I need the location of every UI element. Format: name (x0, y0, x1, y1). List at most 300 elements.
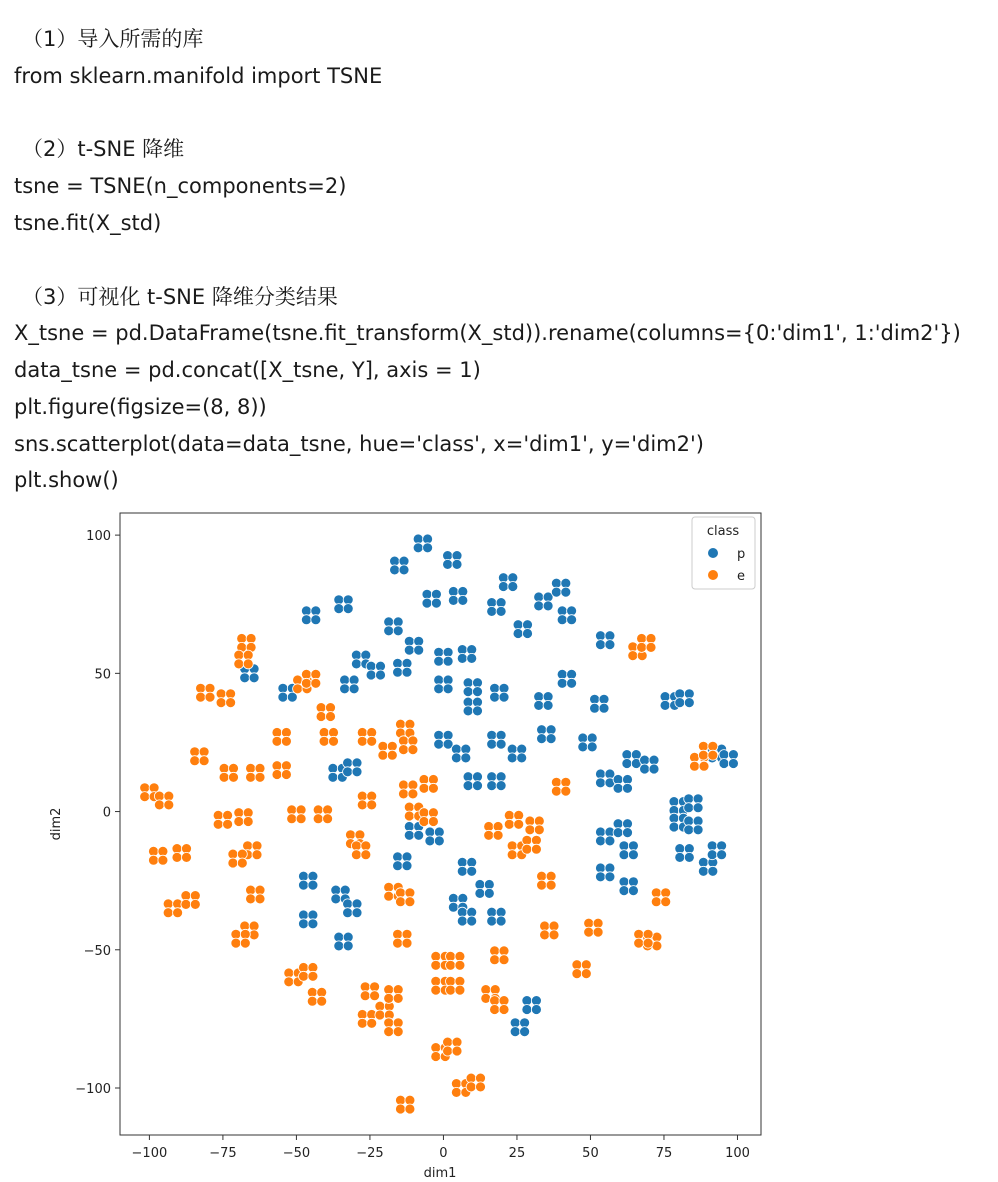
point-p-23-3 (561, 587, 571, 597)
point-p-15-3 (443, 684, 453, 694)
legend-label-p: p (737, 547, 746, 562)
point-e-45-0 (360, 982, 370, 992)
point-e-78-2 (698, 750, 708, 760)
point-p-13-3 (443, 656, 453, 666)
point-e-48-3 (393, 1027, 403, 1037)
legend-marker-p (708, 548, 718, 558)
point-p-59-1 (649, 755, 659, 765)
point-e-57-2 (451, 1087, 461, 1097)
point-e-11-3 (190, 899, 200, 909)
point-e-71-3 (593, 927, 603, 937)
point-e-36-3 (428, 783, 438, 793)
point-p-49-3 (531, 1005, 541, 1015)
x-tick-label: 50 (582, 1146, 599, 1161)
point-e-61-3 (534, 825, 544, 835)
point-e-38-2 (396, 897, 406, 907)
point-p-16-3 (473, 687, 483, 697)
point-p-51-2 (534, 700, 544, 710)
x-tick-label: −100 (131, 1146, 168, 1161)
point-e-37-0 (384, 882, 394, 892)
point-e-1-2 (234, 659, 244, 669)
point-e-52-1 (452, 1037, 462, 1047)
point-e-59-3 (493, 830, 503, 840)
point-e-10-2 (163, 908, 173, 918)
point-p-19-3 (496, 606, 506, 616)
point-e-23-2 (319, 736, 329, 746)
point-e-72-2 (628, 651, 638, 661)
point-p-21-3 (523, 629, 533, 639)
point-p-72-3 (708, 866, 718, 876)
point-p-64-2 (619, 886, 629, 896)
point-e-63-1 (531, 835, 541, 845)
point-e-67-2 (540, 930, 550, 940)
point-p-75-0 (719, 750, 729, 760)
point-e-52-3 (452, 1046, 462, 1056)
point-p-17-2 (463, 706, 473, 716)
point-p-47-2 (475, 888, 485, 898)
point-e-63-2 (522, 844, 532, 854)
point-p-68-2 (684, 803, 694, 813)
point-p-44-2 (457, 866, 467, 876)
point-e-35-3 (428, 817, 438, 827)
point-e-7-2 (154, 800, 164, 810)
point-e-32-3 (408, 745, 418, 755)
point-e-39-3 (402, 938, 412, 948)
point-e-60-2 (504, 819, 514, 829)
point-e-44-3 (240, 938, 250, 948)
point-p-14-3 (467, 653, 477, 663)
point-e-67-3 (549, 930, 559, 940)
point-e-77-2 (690, 761, 700, 771)
point-p-10-3 (393, 626, 403, 636)
point-p-3-2 (422, 598, 432, 608)
point-e-69-3 (561, 786, 571, 796)
point-p-39-3 (308, 880, 318, 890)
point-p-16-2 (463, 687, 473, 697)
heading-tsne-reduction: （2）t-SNE 降维 (22, 137, 185, 161)
point-p-71-2 (675, 852, 685, 862)
tsne-scatter-chart (40, 505, 780, 1182)
point-p-55-1 (599, 694, 609, 704)
point-p-68-1 (693, 794, 703, 804)
point-e-66-1 (499, 996, 509, 1006)
point-p-43-3 (343, 941, 353, 951)
point-e-58-3 (476, 1082, 486, 1092)
point-p-26-2 (240, 673, 250, 683)
point-e-15-0 (228, 849, 238, 859)
point-p-11-3 (414, 645, 424, 655)
y-tick-label: −100 (75, 1082, 111, 1098)
point-p-72-2 (698, 866, 708, 876)
heading-import-libraries: （1）导入所需的库 (22, 27, 204, 51)
point-p-50-3 (520, 1027, 530, 1037)
point-p-53-3 (567, 678, 577, 688)
point-p-4-0 (448, 587, 458, 597)
point-p-2-2 (390, 565, 400, 575)
point-p-62-1 (628, 841, 638, 851)
point-e-59-2 (484, 830, 494, 840)
point-p-75-3 (728, 759, 738, 769)
point-e-13-3 (243, 817, 253, 827)
point-e-17-2 (272, 770, 282, 780)
point-p-31-3 (517, 753, 527, 763)
point-e-50-2 (396, 1104, 406, 1114)
point-e-18-3 (255, 772, 265, 782)
point-e-28-0 (351, 841, 361, 851)
point-e-47-2 (375, 1010, 385, 1020)
point-e-65-2 (481, 993, 491, 1003)
point-p-52-2 (537, 734, 547, 744)
point-p-13-0 (434, 647, 444, 657)
point-p-56-2 (596, 778, 606, 788)
point-e-28-1 (361, 841, 371, 851)
point-p-22-2 (534, 601, 544, 611)
x-axis-ticks (132, 1135, 750, 1161)
point-p-59-3 (649, 764, 659, 774)
point-e-3-3 (226, 698, 236, 708)
point-p-59-2 (640, 764, 650, 774)
point-e-66-2 (490, 1005, 500, 1015)
point-p-73-2 (707, 850, 717, 860)
point-e-34-0 (404, 802, 414, 812)
point-e-55-2 (431, 985, 441, 995)
code-line-tsne-init: tsne = TSNE(n_components=2) (14, 174, 347, 198)
point-p-1-2 (443, 559, 453, 569)
point-e-62-0 (507, 841, 517, 851)
point-e-73-2 (637, 642, 647, 652)
point-e-2-2 (196, 692, 206, 702)
point-p-33-2 (487, 781, 497, 791)
point-p-57-2 (613, 783, 623, 793)
point-p-6-3 (376, 670, 386, 680)
point-e-7-3 (164, 800, 174, 810)
point-e-25-3 (323, 814, 333, 824)
point-p-62-0 (619, 841, 629, 851)
point-e-52-0 (443, 1037, 453, 1047)
point-e-53-2 (431, 960, 441, 970)
point-p-60-3 (605, 836, 615, 846)
point-p-55-2 (590, 703, 600, 713)
point-e-15-1 (237, 849, 247, 859)
point-e-18-2 (246, 772, 256, 782)
point-p-20-3 (508, 582, 518, 592)
point-e-20-2 (293, 684, 303, 694)
point-e-38-3 (405, 897, 415, 907)
point-p-13-1 (443, 647, 453, 657)
point-e-29-3 (367, 736, 377, 746)
point-p-29-3 (461, 753, 471, 763)
point-e-12-2 (213, 819, 223, 829)
point-p-63-2 (596, 872, 606, 882)
point-p-57-3 (623, 783, 633, 793)
point-e-27-2 (357, 800, 367, 810)
point-e-2-3 (205, 692, 215, 702)
point-p-71-3 (684, 852, 694, 862)
point-p-0-2 (413, 543, 423, 553)
point-e-22-0 (316, 703, 326, 713)
point-p-41-2 (331, 894, 341, 904)
point-p-50-2 (510, 1027, 520, 1037)
y-axis-label: dim2 (49, 807, 64, 841)
point-e-28-3 (361, 850, 371, 860)
code-line-scatterplot: sns.scatterplot(data=data_tsne, hue='class', x='dim1', y='dim2') (14, 432, 704, 456)
point-e-41-3 (308, 971, 318, 981)
point-e-10-3 (173, 908, 183, 918)
point-p-66-2 (675, 698, 685, 708)
point-p-49-2 (522, 1005, 532, 1015)
point-p-55-3 (599, 703, 609, 713)
point-e-35-2 (419, 817, 429, 827)
point-p-67-0 (669, 797, 679, 807)
point-e-22-2 (316, 712, 326, 722)
point-e-23-3 (329, 736, 339, 746)
point-e-8-2 (149, 855, 159, 865)
point-p-55-0 (590, 694, 600, 704)
point-e-44-2 (231, 938, 241, 948)
point-e-13-2 (234, 817, 244, 827)
point-e-4-1 (199, 747, 209, 757)
point-e-63-3 (531, 844, 541, 854)
point-e-70-2 (572, 969, 582, 979)
x-tick-label: −25 (356, 1146, 384, 1161)
point-p-0-3 (423, 543, 433, 553)
point-e-46-3 (367, 1018, 377, 1028)
point-e-51-2 (431, 1052, 441, 1062)
point-e-17-3 (281, 770, 291, 780)
point-e-4-2 (190, 756, 200, 766)
point-p-61-3 (623, 828, 633, 838)
chart-legend (692, 517, 755, 589)
point-p-44-3 (467, 866, 477, 876)
point-e-45-1 (370, 982, 380, 992)
point-p-73-1 (717, 841, 727, 851)
point-e-37-2 (384, 891, 394, 901)
x-tick-label: 25 (508, 1146, 526, 1161)
point-p-47-3 (484, 888, 494, 898)
point-e-64-3 (499, 955, 509, 965)
point-p-61-2 (613, 828, 623, 838)
legend-title: class (706, 524, 740, 539)
point-e-4-0 (190, 747, 200, 757)
point-p-38-2 (393, 861, 403, 871)
point-e-1-3 (243, 659, 253, 669)
point-e-5-3 (229, 772, 239, 782)
point-p-36-2 (404, 830, 414, 840)
point-e-24-2 (287, 814, 297, 824)
point-e-22-3 (326, 712, 336, 722)
point-e-27-3 (367, 800, 377, 810)
point-e-30-2 (378, 750, 388, 760)
point-e-38-0 (396, 888, 406, 898)
point-e-45-3 (370, 991, 380, 1001)
point-e-24-3 (296, 814, 306, 824)
y-tick-label: −50 (83, 943, 111, 959)
point-p-60-2 (596, 836, 606, 846)
point-e-54-2 (446, 960, 456, 970)
point-p-51-3 (543, 700, 553, 710)
point-p-58-0 (622, 750, 632, 760)
point-e-33-2 (399, 789, 409, 799)
x-tick-label: 100 (725, 1146, 750, 1161)
point-p-17-3 (473, 706, 483, 716)
point-e-78-0 (698, 741, 708, 751)
point-p-49-1 (531, 996, 541, 1006)
point-e-63-0 (522, 835, 532, 845)
point-p-58-2 (622, 759, 632, 769)
point-e-42-3 (317, 996, 327, 1006)
point-p-20-2 (498, 582, 508, 592)
point-e-76-0 (651, 888, 661, 898)
point-p-31-2 (507, 753, 517, 763)
point-p-35-2 (343, 767, 353, 777)
point-p-75-2 (719, 759, 729, 769)
point-e-19-3 (281, 736, 291, 746)
point-p-46-3 (467, 916, 477, 926)
point-e-71-2 (584, 927, 594, 937)
point-p-13-2 (434, 656, 444, 666)
point-p-30-3 (496, 739, 506, 749)
point-p-32-3 (473, 781, 483, 791)
point-e-76-1 (661, 888, 671, 898)
point-p-54-2 (578, 742, 588, 752)
point-e-54-3 (455, 960, 465, 970)
point-e-78-1 (708, 741, 718, 751)
point-p-36-3 (414, 830, 424, 840)
point-e-76-2 (651, 897, 661, 907)
point-p-7-2 (340, 684, 350, 694)
point-p-8-2 (334, 604, 344, 614)
x-tick-label: −75 (209, 1146, 237, 1161)
point-p-1-3 (452, 559, 462, 569)
point-p-62-2 (619, 850, 629, 860)
point-p-48-2 (487, 916, 497, 926)
point-e-38-1 (405, 888, 415, 898)
point-p-69-2 (669, 822, 679, 832)
point-p-22-3 (543, 601, 553, 611)
point-e-41-2 (299, 971, 309, 981)
point-e-68-3 (546, 880, 556, 890)
point-e-5-2 (219, 772, 229, 782)
code-line-import-tsne: from sklearn.manifold import TSNE (14, 64, 383, 88)
x-tick-label: 0 (439, 1146, 448, 1161)
point-p-4-2 (448, 595, 458, 605)
point-p-21-2 (513, 629, 523, 639)
point-e-56-3 (455, 985, 465, 995)
point-e-21-3 (311, 678, 321, 688)
point-p-25-2 (596, 640, 606, 650)
x-tick-label: −50 (282, 1146, 311, 1161)
point-p-23-2 (551, 587, 561, 597)
y-tick-label: 100 (86, 529, 111, 545)
point-e-9-2 (172, 852, 182, 862)
point-p-9-2 (301, 615, 311, 625)
point-e-21-2 (301, 678, 311, 688)
point-p-40-2 (299, 919, 309, 929)
point-p-35-3 (352, 767, 362, 777)
point-e-51-0 (431, 1043, 441, 1053)
point-e-61-2 (525, 825, 535, 835)
point-p-46-2 (457, 916, 467, 926)
point-e-45-2 (360, 991, 370, 1001)
point-p-54-3 (587, 742, 597, 752)
point-p-27-2 (278, 692, 288, 702)
point-p-39-2 (299, 880, 309, 890)
point-p-34-2 (328, 772, 338, 782)
point-p-4-3 (458, 595, 468, 605)
point-e-66-3 (499, 1005, 509, 1015)
point-p-22-0 (534, 592, 544, 602)
point-p-24-2 (557, 615, 567, 625)
point-p-3-3 (431, 598, 441, 608)
point-e-30-1 (387, 741, 397, 751)
point-p-70-3 (693, 825, 703, 835)
code-line-concat: data_tsne = pd.concat([X_tsne, Y], axis = 1) (14, 358, 481, 382)
point-e-15-3 (237, 858, 247, 868)
point-e-60-3 (514, 819, 524, 829)
point-e-34-2 (404, 811, 414, 821)
code-line-figure: plt.figure(figsize=(8, 8)) (14, 395, 267, 419)
point-p-68-0 (684, 794, 694, 804)
point-e-11-2 (181, 899, 191, 909)
point-e-75-3 (643, 938, 653, 948)
x-tick-label: 75 (655, 1146, 673, 1161)
point-p-45-2 (448, 902, 458, 912)
point-p-19-2 (487, 606, 497, 616)
point-p-53-2 (557, 678, 567, 688)
point-e-9-3 (182, 852, 192, 862)
point-e-58-2 (466, 1082, 476, 1092)
point-e-14-1 (252, 841, 262, 851)
point-p-33-3 (496, 781, 506, 791)
point-e-33-3 (408, 789, 418, 799)
point-p-30-2 (487, 739, 497, 749)
point-e-46-2 (357, 1018, 367, 1028)
point-e-15-2 (228, 858, 238, 868)
point-e-14-3 (252, 850, 262, 860)
legend-label-e: e (737, 569, 745, 584)
point-e-6-2 (140, 792, 150, 802)
point-p-28-2 (434, 739, 444, 749)
point-e-68-2 (537, 880, 547, 890)
point-e-73-3 (646, 642, 656, 652)
point-e-30-3 (387, 750, 397, 760)
point-p-70-2 (684, 825, 694, 835)
point-p-25-3 (605, 640, 615, 650)
point-p-9-3 (311, 615, 321, 625)
point-p-62-3 (628, 850, 638, 860)
point-p-66-3 (684, 698, 694, 708)
x-axis-label: dim1 (423, 1166, 457, 1181)
point-p-7-3 (349, 684, 359, 694)
point-e-22-1 (326, 703, 336, 713)
point-p-65-2 (660, 700, 670, 710)
point-p-38-3 (402, 861, 412, 871)
point-p-11-2 (404, 645, 414, 655)
point-e-36-2 (419, 783, 429, 793)
point-e-4-3 (199, 756, 209, 766)
point-p-8-3 (343, 604, 353, 614)
point-e-30-0 (378, 741, 388, 751)
point-e-42-2 (307, 996, 317, 1006)
y-axis-ticks (75, 529, 120, 1097)
point-e-64-2 (490, 955, 500, 965)
point-p-43-2 (334, 941, 344, 951)
point-p-42-2 (343, 908, 353, 918)
code-line-show: plt.show() (14, 468, 119, 492)
code-line-tsne-fit: tsne.fit(X_std) (14, 211, 162, 235)
point-p-73-3 (717, 850, 727, 860)
point-e-75-2 (634, 938, 644, 948)
